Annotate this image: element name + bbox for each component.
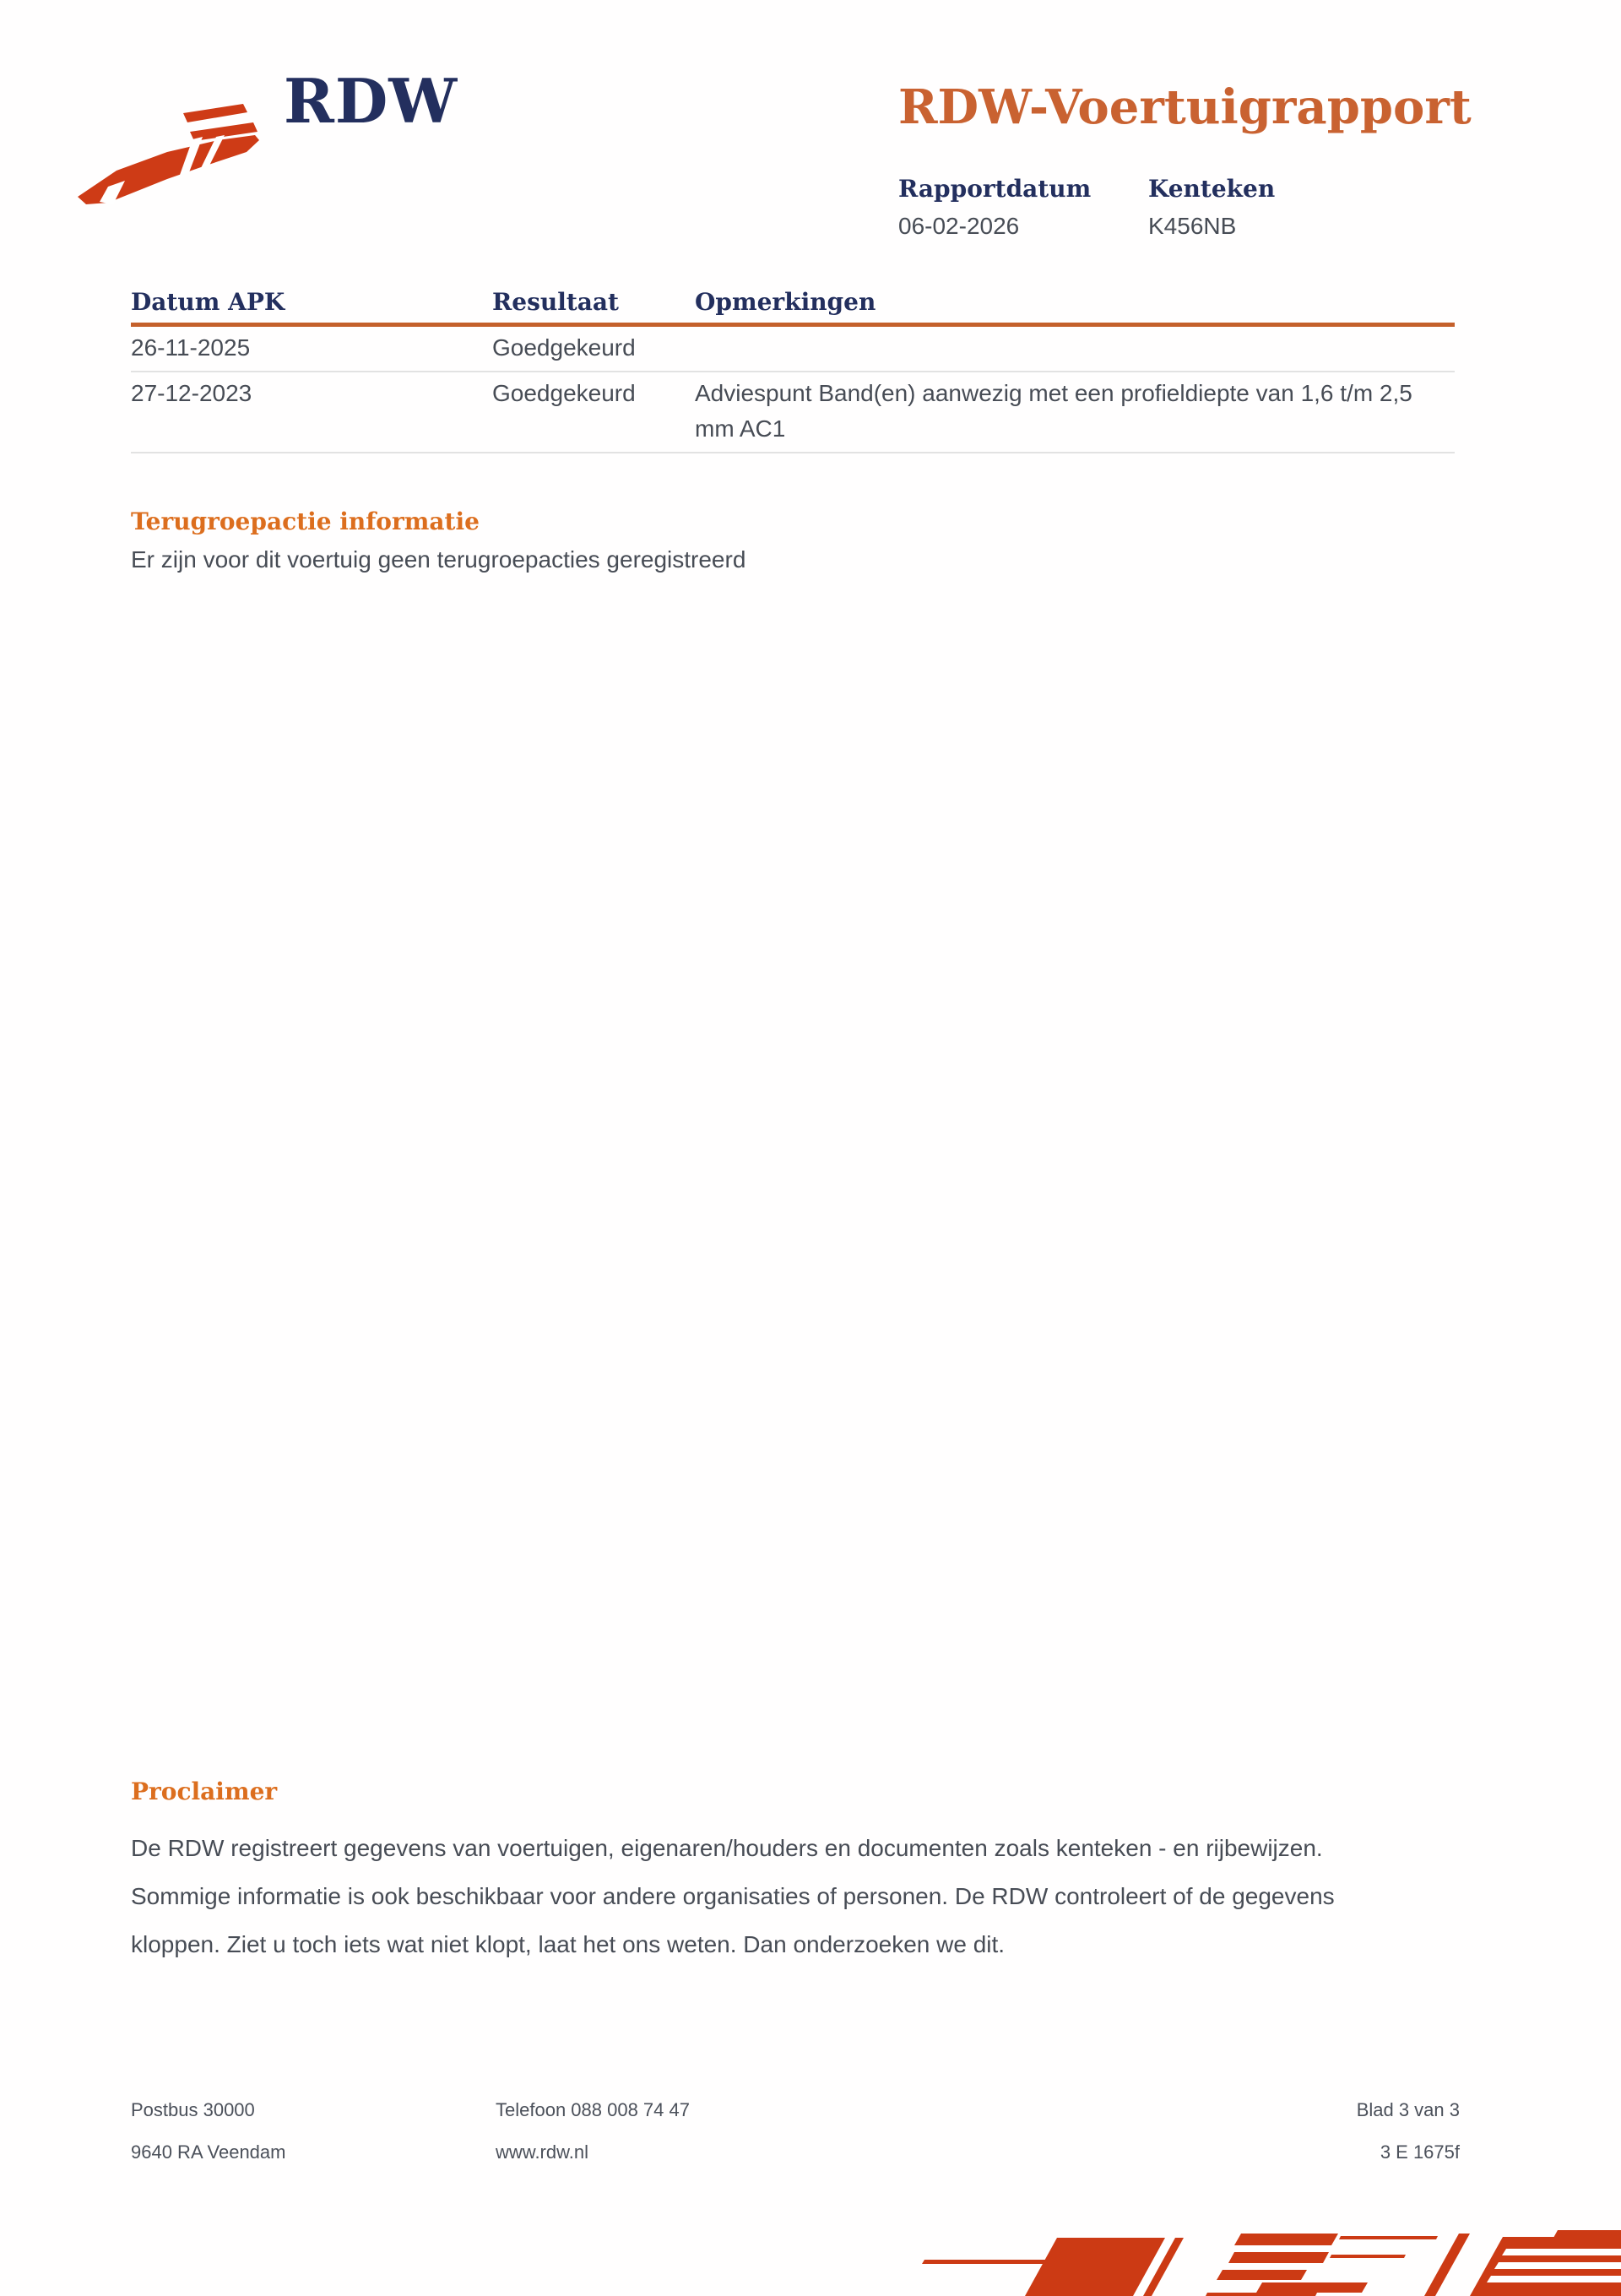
license-plate-label: Kenteken [1148,175,1276,203]
report-date-value: 06-02-2026 [898,213,1020,239]
page-title: RDW-Voertuigrapport [898,79,1472,135]
footer-row-2 [131,2141,1460,2163]
speed-marks-graphic [912,2230,1621,2296]
proclaimer-title: Proclaimer [131,1778,278,1805]
column-header-resultaat: Resultaat [492,288,619,316]
column-header-datum-apk: Datum APK [131,288,285,316]
footer-phone: Telefoon 088 008 74 47 [496,2099,690,2120]
recall-section-body: Er zijn voor dit voertuig geen terugroepacties geregistreerd [131,546,746,573]
footer-website: www.rdw.nl [496,2141,589,2163]
footer-form-code: 3 E 1675f [1380,2141,1460,2163]
cell-resultaat: Goedgekeurd [492,380,636,406]
cell-opmerkingen: Adviespunt Band(en) aanwezig met een profieldiepte van 1,6 t/m 2,5 mm AC1 [695,380,1412,442]
apk-history-table [131,287,1455,453]
column-header-opmerkingen: Opmerkingen [695,288,876,316]
cell-resultaat: Goedgekeurd [492,334,636,361]
report-date-block [898,176,1091,240]
footer-page-indicator: Blad 3 van 3 [1356,2099,1460,2120]
table-row [131,327,1455,372]
report-date-label: Rapportdatum [898,175,1092,203]
license-plate-block [1148,176,1275,240]
footer-city: 9640 RA Veendam [131,2141,286,2163]
cell-opmerkingen [695,330,1418,366]
rdw-wing-icon [66,100,262,206]
cell-datum: 27-12-2023 [131,380,252,406]
apk-table-header-row [131,287,1455,327]
proclaimer-body: De RDW registreert gegevens van voertuigen, eigenaren/houders en documenten zoals kenteken - en rijbewijzen. Sommige informatie is ook beschikbaar voor andere organisaties of personen. De RDW controleert of de gegevens kloppen. Ziet u toch iets wat niet klopt, laat het ons weten. Dan onderzoeken we dit. [131,1835,1335,1957]
license-plate-value: K456NB [1148,213,1237,239]
rdw-logotype: RDW [284,65,458,137]
table-row [131,372,1455,453]
cell-datum: 26-11-2025 [131,334,251,361]
footer-postbus: Postbus 30000 [131,2099,255,2120]
recall-section-title: Terugroepactie informatie [131,508,480,535]
footer-row-1 [131,2099,1460,2121]
